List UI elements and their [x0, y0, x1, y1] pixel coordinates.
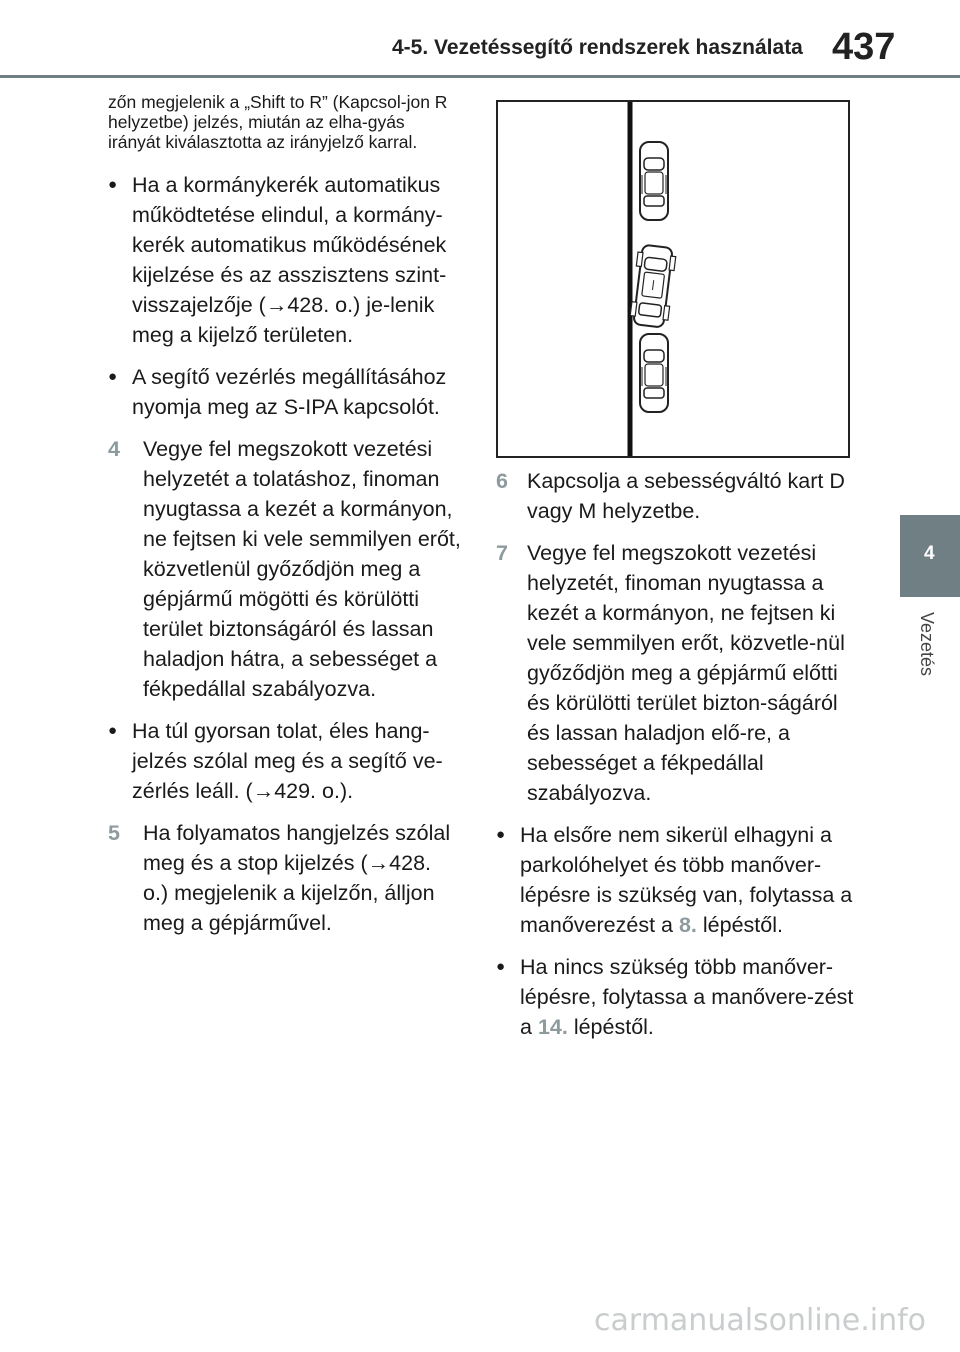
step-4	[108, 434, 462, 704]
section-title: 4-5. Vezetéssegítő rendszerek használata	[392, 36, 803, 59]
step-7	[496, 538, 856, 808]
bullet-text-suffix: lépéstől.	[702, 913, 783, 937]
step-text: Vegye fel megszokott vezetési helyzetét, finoman nyugtassa a kezét a kormányon, ne fejtsen ki vele semmilyen erőt, közvetle-nül győződjön meg a gépjármű előtti és körülötti terület bizton-ságáról és lassan haladjon elő-re, a sebességet a fékpedállal szabályozva.	[527, 541, 845, 805]
bullet-text-suffix: ).	[339, 779, 354, 803]
bullet-no-more-maneuvers	[496, 952, 856, 1042]
arrow-icon: →	[252, 779, 275, 803]
header-rule	[0, 75, 960, 78]
step-number: 6	[496, 469, 508, 493]
page-number: 437	[832, 26, 896, 68]
step-text: Vegye fel megszokott vezetési helyzetét a tolatáshoz, finoman nyugtassa a kezét a kormányon, ne fejtsen ki vele semmilyen erőt, közvetlenül győződjön meg a gépjármű mögötti és körülötti terület biztonságáról és lassan haladjon hátra, a sebességet a fékpedállal szabályozva.	[143, 437, 461, 701]
step-number: 4	[108, 437, 120, 461]
chapter-number: 4	[924, 543, 935, 564]
bullet-steering-indicator	[108, 170, 462, 350]
bullet-stop-assist	[108, 362, 462, 422]
page-reference[interactable]: 428. o.	[143, 851, 432, 905]
right-column	[496, 466, 856, 1054]
parking-illustration	[496, 100, 850, 458]
step-6	[496, 466, 856, 526]
bullet-text: Ha túl gyorsan tolat, éles hang-jelzés szólal meg és a segítő ve-zérlés leáll. (	[132, 719, 443, 803]
chapter-tab[interactable]	[900, 515, 960, 597]
parking-diagram	[498, 102, 848, 456]
step-number: 5	[108, 821, 120, 845]
page-reference[interactable]: 429. o.	[274, 779, 340, 803]
left-column	[108, 92, 462, 950]
bullet-more-maneuvers	[496, 820, 856, 940]
watermark: carmanualsonline.info	[594, 1303, 926, 1338]
bullet-text: Ha elsőre nem sikerül elhagyni a parkolóhelyet és több manőver-lépésre is szükség van, folytassa a manőverezést a	[520, 823, 853, 937]
own-car-exiting	[629, 244, 676, 328]
step-text: Ha folyamatos hangjelzés szólal meg és a stop kijelzés (	[143, 821, 451, 875]
bullet-text: Ha nincs szükség több manőver-lépésre, folytassa a manővere-zést a	[520, 955, 854, 1039]
bullet-dot-icon: ●	[108, 722, 118, 739]
page-reference[interactable]: 428. o.	[287, 293, 354, 317]
bullet-text: A segítő vezérlés megállításához nyomja meg az S-IPA kapcsolót.	[132, 365, 447, 419]
step-reference[interactable]: 14.	[537, 1015, 568, 1039]
step-5	[108, 818, 462, 938]
intro-text: zőn megjelenik a „Shift to R” (Kapcsol-jon R helyzetbe) jelzés, miután az elha-gyás irányát kiválasztotta az irányjelző karral.	[108, 92, 448, 152]
bullet-text-suffix: lépéstől.	[573, 1015, 654, 1039]
bullet-text-suffix: ) je-lenik meg a kijelző területen.	[132, 293, 435, 347]
parked-car-rear	[640, 334, 668, 412]
bullet-dot-icon: ●	[496, 826, 506, 843]
step-reference[interactable]: 8.	[678, 913, 697, 937]
step-text: Kapcsolja a sebességváltó kart D vagy M helyzetbe.	[527, 469, 845, 523]
arrow-icon: →	[367, 851, 390, 875]
parked-car-front	[640, 142, 668, 220]
chapter-label: Vezetés	[917, 612, 937, 677]
bullet-dot-icon: ●	[496, 958, 506, 975]
bullet-text: Ha a kormánykerék automatikus működtetése elindul, a kormány-kerék automatikus működésének kijelzése és az asszisztens szint-visszajelzője (	[132, 173, 447, 317]
bullet-dot-icon: ●	[108, 176, 118, 193]
step-text-suffix: ) megjelenik a kijelzőn, álljon meg a gépjárművel.	[143, 881, 435, 935]
bullet-dot-icon: ●	[108, 368, 118, 385]
arrow-icon: →	[265, 293, 288, 317]
bullet-too-fast	[108, 716, 462, 806]
step-number: 7	[496, 541, 508, 565]
